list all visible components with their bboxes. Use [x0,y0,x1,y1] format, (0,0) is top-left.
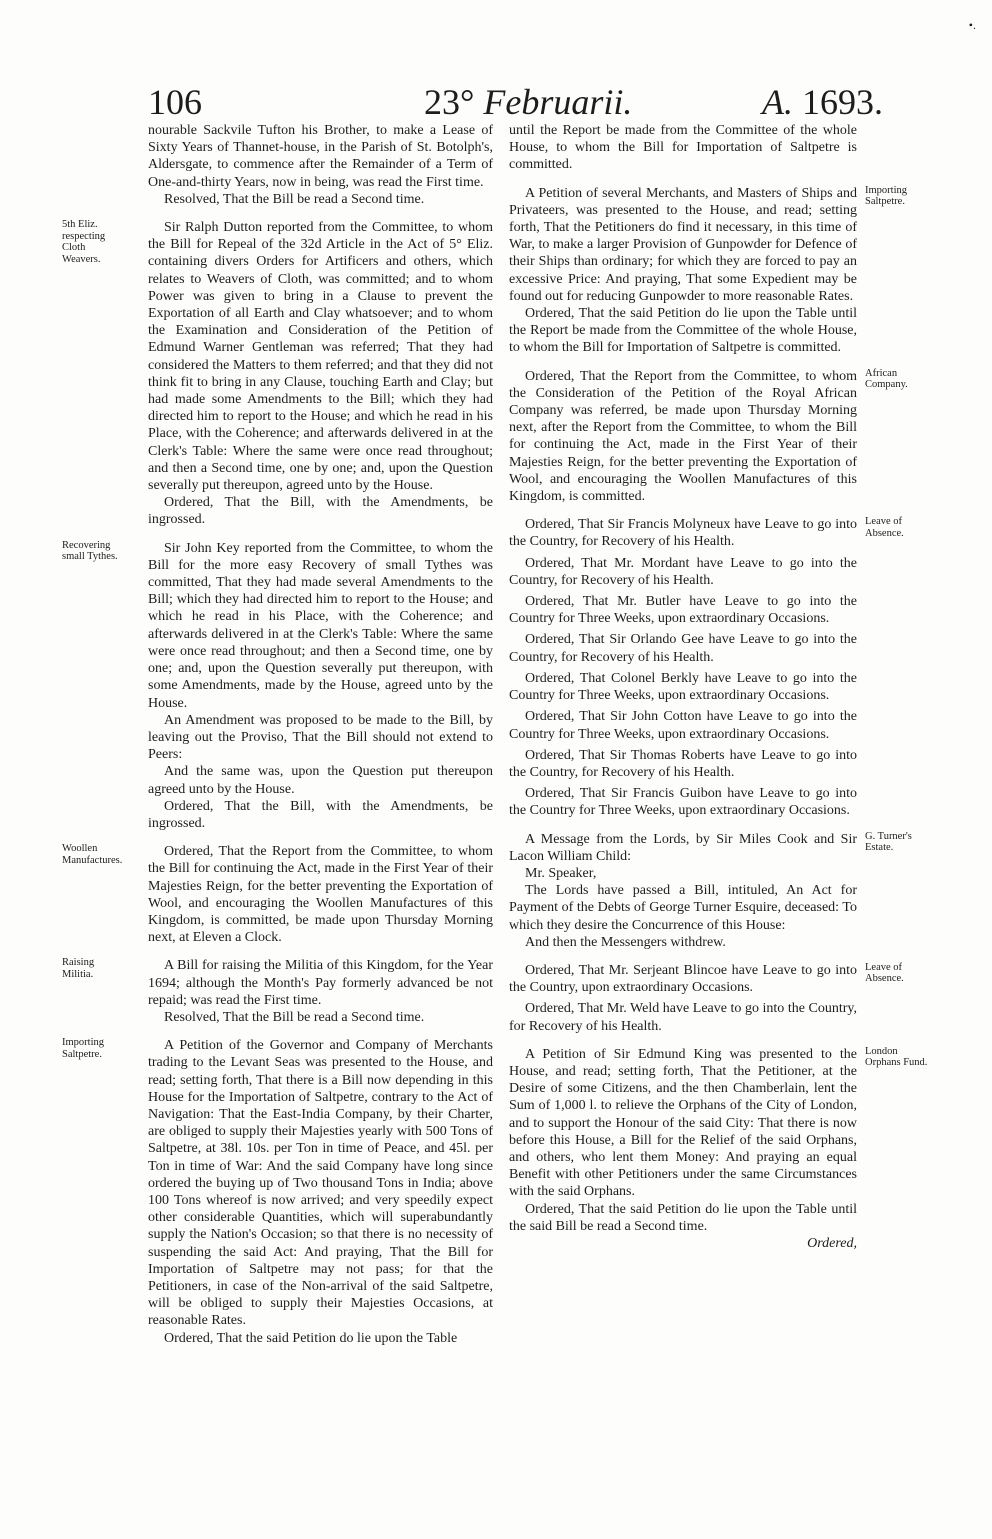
date-word: Februarii. [483,82,633,122]
paragraph: Sir John Key reported from the Committee, to whom the Bill for the more easy Recovery of small Tythes was committed, That they had made several Amendments to the Bill; which they had directed him to report to the House; and which he read in his Place, with the Coherence; and afterwards delivered in at the Clerk's Table: Where the same were once read throughout; and then a Second time, one by one; and, upon the Question severally put thereupon, with some Amendments, made by the House, agreed unto by the House. [148,540,493,711]
paragraph: Ordered, That the Report from the Committee, to whom the Consideration of the Petition of the Royal African Company was referred, be made upon Thursday Morning next, after the Report from the Committee, to whom the Bill for continuing the Act, made in the First Year of their Majesties Reign, for the better preventing the Exportation of Wool, and encouraging the Woollen Manufactures of this Kingdom, is committed. [509,368,857,505]
year-prefix: A. [762,82,793,122]
year-number: 1693. [793,82,883,122]
date-prefix: 23° [424,82,484,122]
paragraph: Ordered, That the Bill, with the Amendments, be ingrossed. [148,798,493,831]
entry-london-orphans [509,1045,928,1235]
paragraph: A Bill for raising the Militia of this Kingdom, for the Year 1694; although the Month's Pay formerly advanced be not repaid; was read the First time. [148,958,493,1008]
margin-note: 5th Eliz. respecting Cloth Weavers. [62,219,106,265]
page-year [762,82,883,122]
paragraph: Ordered, That Sir Orlando Gee have Leave to go into the Country, for Recovery of his Health. [509,632,857,665]
entry-leave-of-absence-2 [509,961,904,1035]
paragraph: Resolved, That the Bill be read a Second time. [164,191,425,207]
margin-note: Importing Saltpetre. [62,1037,104,1060]
paragraph: A Message from the Lords, by Sir Miles Cook and Sir Lacon William Child: [509,831,857,864]
margin-note: Woollen Manufactures. [62,843,123,866]
paragraph: And the same was, upon the Question put thereupon agreed unto by the House. [148,764,493,797]
paragraph: Ordered, That the said Petition do lie upon the Table [164,1330,458,1346]
entry-woollen-manufactures [62,843,493,946]
margin-note: London Orphans Fund. [865,1045,928,1069]
paragraph: Ordered, That Sir Francis Guibon have Leave to go into the Country for Three Weeks, upon extraordinary Occasions. [509,786,857,819]
paragraph: Ordered, That Mr. Weld have Leave to go into the Country, for Recovery of his Health. [509,1001,857,1034]
entry-thannet-house [148,122,493,208]
paragraph: An Amendment was proposed to be made to the Bill, by leaving out the Proviso, That the Bill should not extend to Peers: [148,712,493,763]
margin-note: African Company. [865,367,908,391]
paragraph: Ordered, That Sir John Cotton have Leave to go into the Country for Three Weeks, upon extraordinary Occasions. [509,709,857,742]
page-date [424,82,632,122]
margin-note: Raising Militia. [62,957,95,980]
paragraph: Ordered, That Sir Francis Molyneux have Leave to go into the Country, for Recovery of his Health. [509,517,857,550]
paragraph: Ordered, That the said Petition do lie upon the Table until the said Bill be read a Second time. [509,1201,857,1234]
entry-leave-of-absence [509,516,904,819]
paragraph: A Petition of the Governor and Company of Merchants trading to the Levant Seas was presented to the House, and read; setting forth, That there is a Bill now depending in this House for the Importation of Saltpetre, contrary to the Act of Navigation: That the East-India Company, by their Charter, are obliged to supply their Majesties yearly with 500 Tons of Saltpetre, at 38l. 10s. per Ton in time of Peace, and 45l. per Ton in time of War: And the said Company have long since ordered the buying up of Two thousand Tons in India; above 100 Tons whereof is now arrived; and very speedily expect other considerable Quantities, which will superabundantly supply the Nation's Occasion; so that there is no necessity of suspending the said Act: And praying, That the Bill for Importation of Saltpetre may not pass; for that the Petitioners, in case of the Non-arrival of the said Saltpetre, will be obliged to supply their Majesties Occasions, at reasonable Rates. [148,1038,493,1329]
paragraph: Mr. Speaker, [525,865,597,881]
margin-note: G. Turner's Estate. [865,830,912,854]
entry-turner-estate [509,830,912,951]
entry-raising-militia [62,957,493,1026]
paragraph: Sir Ralph Dutton reported from the Committee, to whom the Bill for Repeal of the 32d Article in the Act of 5° Eliz. containing divers Orders for Artificers and others, which relates to Weavers of Cloth, was committed; and to whom Power was given to bring in a Clause to prevent the Exportation of all Earth and Clay whatsoever; and to whom the Examination and Consideration of the Petition of Edmund Warner Gentleman was referred; That they had considered the Matters to them referred; and that they did not think fit to bring in any Clause, touching Earth and Clay; but had made some Amendments to the Bill; which they had directed him to report to the House; and which he read in his Place, with the Coherence; and afterwards delivered in at the Clerk's Table: Where the same were once read throughout; and then a Second time, one by one; and, upon the Question severally put thereupon, agreed unto by the House. [148,220,493,494]
paragraph: And then the Messengers withdrew. [525,934,726,950]
corner-mark: •. [968,18,976,32]
paragraph: Ordered, That the Bill, with the Amendments, be ingrossed. [148,495,493,528]
paragraph: Ordered, That the said Petition do lie upon the Table until the Report be made from the Committee of the whole House, to whom the Bill for Importation of Saltpetre is committed. [509,306,857,356]
paragraph: The Lords have passed a Bill, intituled, An Act for Payment of the Debts of George Turner Esquire, deceased: To which they desire the Concurrence of this House: [509,883,857,933]
paragraph: Ordered, That Mr. Serjeant Blincoe have Leave to go into the Country, upon extraordinary Occasions. [509,962,857,996]
margin-note: Leave of Absence. [865,961,904,985]
paragraph: Ordered, That Mr. Mordant have Leave to go into the Country, for Recovery of his Health. [509,555,857,588]
paragraph: Ordered, That Colonel Berkly have Leave to go into the Country for Three Weeks, upon extraordinary Occasions. [509,670,857,704]
paragraph: A Petition of several Merchants, and Masters of Ships and Privateers, was presented to the House, and read; setting forth, That the Petitioners do find it necessary, in this time of War, to make a larger Provision of Gunpowder for Defence of their Ships than ordinary; for which they are forced to pay an excessive Price: And praying, That some Expedient may be found out for reducing Gunpowder to more reasonable Rates. [509,185,857,304]
left-column [62,122,493,1347]
entry-cloth-weavers [62,219,493,529]
entry-continuation [509,122,857,174]
paragraph: A Petition of Sir Edmund King was presented to the House, and read; setting forth, That the Petitioner, at the Desire of some Citizens, and the then Chamberlain, lent the Sum of 1,000 l. to relieve the Orphans of the City of London, and to support the Honour of the said City: That there is now before this House, a Bill for the Relief of the said Orphans, and others, who lent them Money: And praying an equal Benefit with other Petitioners under the same Circumstances with the said Orphans. [509,1046,857,1200]
paragraph: Resolved, That the Bill be read a Second time. [164,1009,425,1025]
right-column [509,122,928,1252]
paragraph: Ordered, That Mr. Butler have Leave to go into the Country for Three Weeks, upon extraordinary Occasions. [509,594,857,627]
margin-note: Leave of Absence. [865,516,904,539]
entry-african-company [509,367,908,506]
margin-note: Recovering small Tythes. [62,539,118,563]
entry-gunpowder [509,184,907,357]
paragraph: nourable Sackvile Tufton his Brother, to make a Lease of Sixty Years of Thannet-house, in the Parish of St. Botolph's, Aldersgate, to commence after the Remainder of a Term of One-and-thirty Years, now in being, was read the First time. [148,123,493,190]
paragraph: until the Report be made from the Committee of the whole House, to whom the Bill for Importation of Saltpetre is committed. [509,123,857,173]
margin-note: Importing Saltpetre. [865,184,907,208]
entry-small-tythes [62,539,493,832]
entry-importing-saltpetre [62,1037,493,1347]
paragraph: Ordered, That the Report from the Committee, to whom the Bill for continuing the Act, made in the First Year of their Majesties Reign, for the better preventing the Exportation of Wool, and encouraging the Woollen Manufactures of this Kingdom, is committed, be made upon Thursday Morning next, at Eleven a Clock. [148,844,493,946]
page-number: 106 [148,82,202,122]
catchword: Ordered, [807,1235,857,1251]
paragraph: Ordered, That Sir Thomas Roberts have Leave to go into the Country, for Recovery of his Health. [509,747,857,780]
